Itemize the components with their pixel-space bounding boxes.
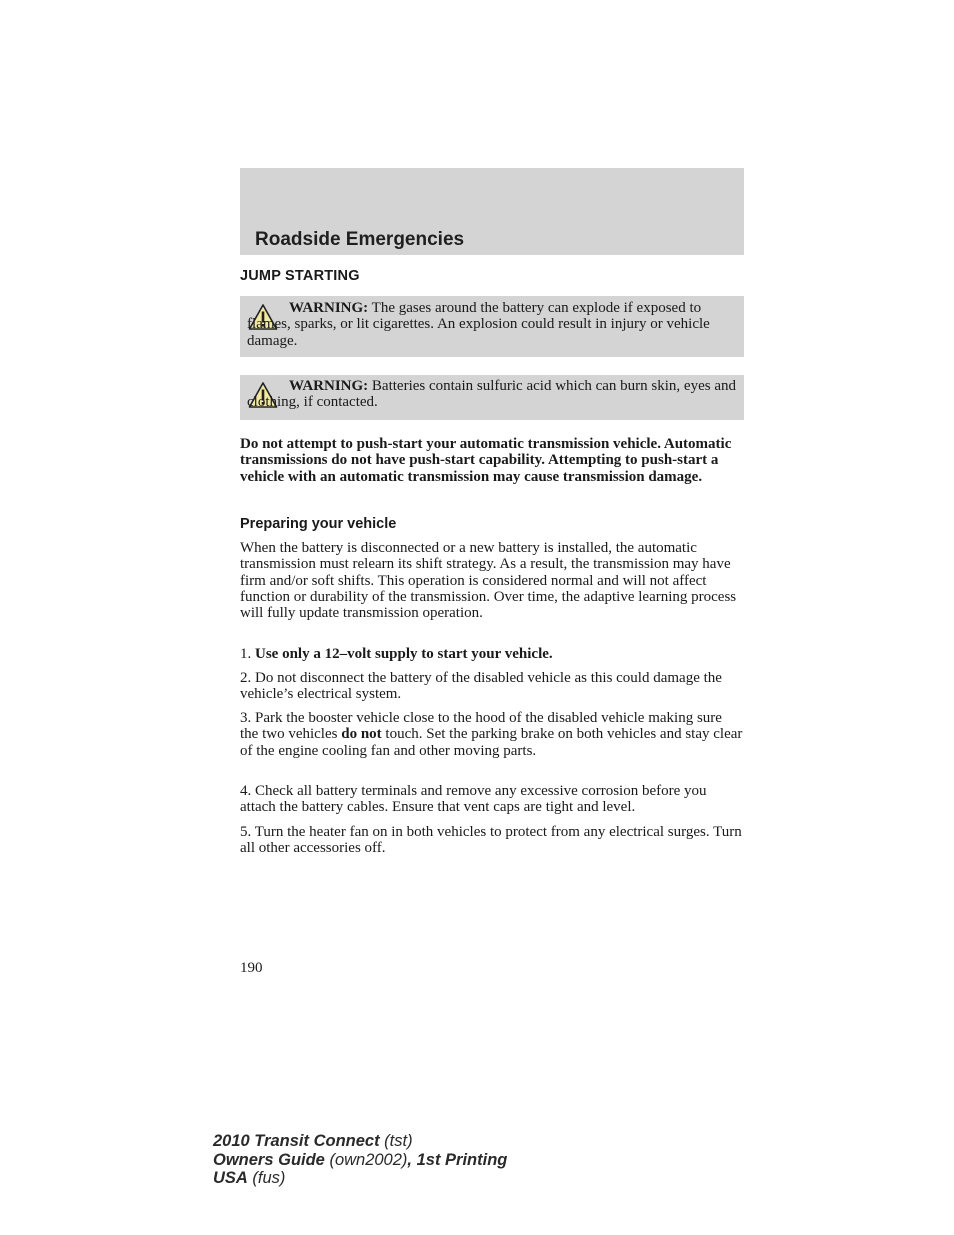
section-title: JUMP STARTING — [240, 268, 360, 284]
step-3-text-b: touch. Set the parking brake on both vehicles and stay clear of the engine cooling fan and other moving parts. — [240, 726, 743, 759]
warning-box-sulfuric-acid — [240, 375, 744, 420]
warning-text — [247, 300, 736, 349]
footer-market: USA — [213, 1169, 248, 1187]
footer-guide-code: (own2002) — [324, 1150, 408, 1169]
warning-body: The gases around the battery can explode if exposed to flames, sparks, or lit cigarettes. An explosion could result in injury or vehicle damage. — [247, 300, 710, 349]
push-start-notice: Do not attempt to push-start your automatic transmission vehicle. Automatic transmissions do not have push-start capability. Attempting to push-start a vehicle with an automatic transmission may cause transmission damage. — [240, 436, 732, 485]
step-number: 1. — [240, 646, 255, 662]
footer-guide: Owners Guide — [213, 1150, 325, 1169]
section-header-band — [240, 168, 744, 255]
document-footer — [213, 1132, 507, 1188]
footer-market-code: (fus) — [247, 1169, 286, 1187]
footer-line-1 — [213, 1132, 507, 1151]
step-1 — [240, 646, 744, 662]
step-4: 4. Check all battery terminals and remove any excessive corrosion before you attach the battery cables. Ensure that vent caps are tight and level. — [240, 783, 707, 816]
step-3-text-a: 3. Park the booster vehicle close to the hood of the disabled vehicle making sure the two vehicles — [240, 710, 722, 743]
chapter-title: Roadside Emergencies — [255, 229, 465, 250]
subsection-title: Preparing your vehicle — [240, 516, 397, 532]
step-2: 2. Do not disconnect the battery of the disabled vehicle as this could damage the vehicle’s electrical system. — [240, 670, 722, 703]
warning-label: WARNING: — [289, 300, 369, 316]
warning-box-battery-gases — [240, 296, 744, 357]
footer-line-3 — [213, 1169, 507, 1188]
intro-paragraph: When the battery is disconnected or a new battery is installed, the automatic transmission must relearn its shift strategy. As a result, the transmission may have firm and/or soft shifts. This operation is considered normal and will not affect function or durability of the transmission. Over time, the adaptive learning process will fully update transmission operation. — [240, 540, 737, 622]
warning-text — [247, 378, 736, 411]
warning-body: Batteries contain sulfuric acid which can burn skin, eyes and clothing, if contacted. — [247, 378, 736, 411]
footer-model: 2010 Transit Connect — [213, 1132, 380, 1150]
footer-printing: , 1st Printing — [407, 1150, 508, 1169]
footer-model-code: (tst) — [379, 1132, 413, 1150]
step-5: 5. Turn the heater fan on in both vehicles to protect from any electrical surges. Turn all other accessories off. — [240, 824, 742, 857]
page-number: 190 — [240, 960, 263, 976]
step-3-emphasis: do not — [341, 726, 382, 743]
step-1-bold-text: Use only a 12–volt supply to start your vehicle. — [255, 646, 553, 662]
step-3 — [240, 710, 744, 759]
warning-label: WARNING: — [289, 378, 369, 394]
footer-line-2 — [213, 1151, 507, 1170]
